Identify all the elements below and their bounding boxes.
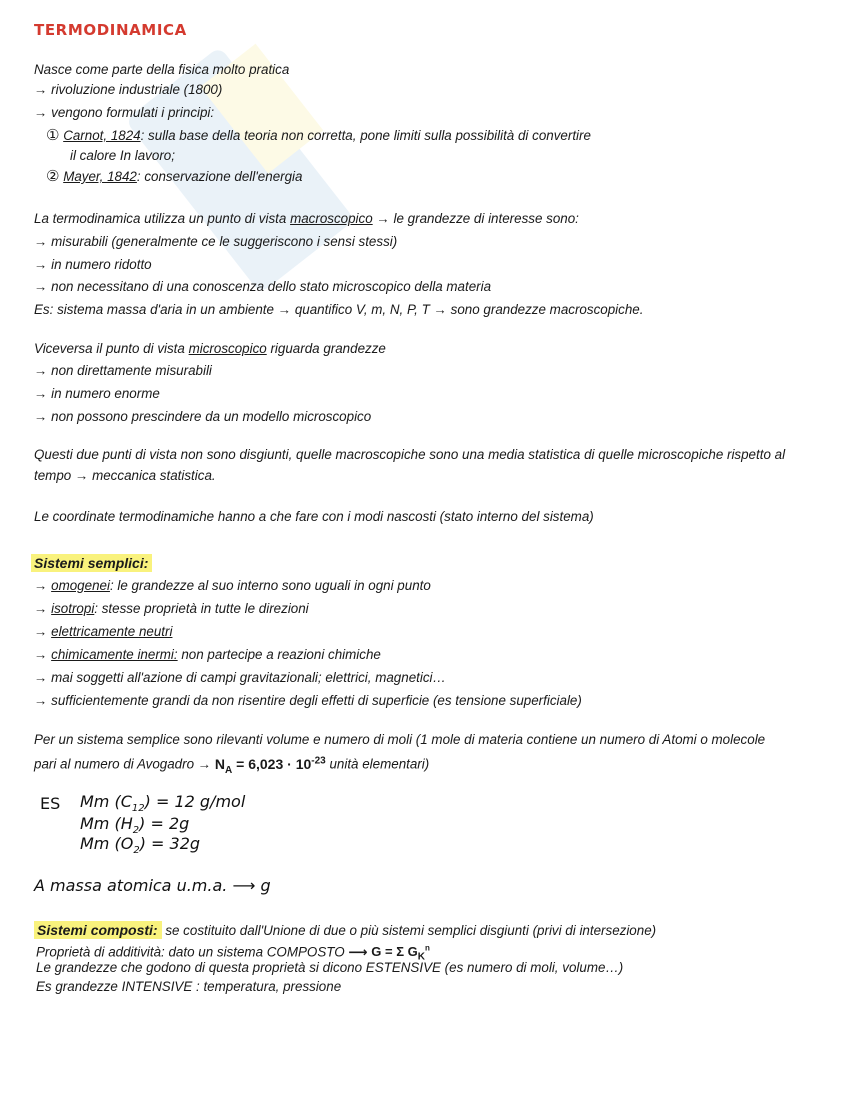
- arrow-icon: ⟶: [348, 944, 368, 960]
- arrow-icon: →: [34, 257, 48, 272]
- page-title: TERMODINAMICA: [34, 21, 187, 39]
- arrow-icon: →: [277, 302, 292, 317]
- micro-bullet: → in numero enorme: [34, 386, 160, 401]
- statistics-paragraph-cont: tempo → meccanica statistica.: [34, 468, 216, 483]
- semplici-item: → isotropi: stesse proprietà in tutte le direzioni: [34, 601, 309, 616]
- intro-line: Nasce come parte della fisica molto pratica: [34, 62, 290, 77]
- arrow-icon: →: [197, 756, 212, 772]
- intro-bullet: → vengono formulati i principi:: [34, 105, 215, 120]
- hand-es-label: ES: [40, 794, 61, 813]
- principle-item: ② Mayer, 1842: conservazione dell'energia: [46, 168, 303, 185]
- additivity-line: Proprietà di additività: dato un sistema COMPOSTO ⟶ G = Σ $G_K^n$: [36, 944, 430, 963]
- arrow-icon: →: [34, 363, 48, 378]
- micro-bullet: → non possono prescindere da un modello microscopico: [34, 409, 372, 424]
- macro-bullet: → in numero ridotto: [34, 257, 152, 272]
- principle-continuation: il calore In lavoro;: [70, 148, 175, 163]
- section-heading-semplici: Sistemi semplici:: [31, 554, 152, 573]
- macro-bullet: → misurabili (generalmente ce le suggeriscono i sensi stessi): [34, 234, 398, 249]
- semplici-item: → elettricamente neutri: [34, 624, 173, 639]
- semplici-item: → omogenei: le grandezze al suo interno sono uguali in ogni punto: [34, 578, 431, 593]
- arrow-icon: →: [74, 468, 89, 483]
- circled-number: ②: [46, 168, 60, 185]
- arrow-icon: →: [34, 105, 48, 120]
- micro-bullet: → non direttamente misurabili: [34, 363, 212, 378]
- macro-example: Es: sistema massa d'aria in un ambiente → quantifico V, m, N, P, T → sono grandezze macroscopiche.: [34, 302, 644, 317]
- semplici-item: → mai soggetti all'azione di campi gravitazionali; elettrici, magnetici…: [34, 670, 446, 685]
- additivity-formula: G = Σ $G_K^n$: [371, 944, 430, 963]
- intro-bullet: → rivoluzione industriale (1800): [34, 82, 223, 97]
- arrow-icon: →: [34, 386, 48, 401]
- section-composti: Sistemi composti: se costituito dall'Unione di due o più sistemi semplici disgiunti (privi di intersezione): [34, 921, 656, 940]
- intensive-line: Es grandezze INTENSIVE : temperatura, pressione: [36, 979, 342, 994]
- circled-number: ①: [46, 127, 60, 144]
- semplici-item: → sufficientemente grandi da non risentire degli effetti di superficie (es tensione superficiale): [34, 693, 582, 708]
- arrow-icon: →: [34, 578, 48, 593]
- arrow-icon: →: [34, 409, 48, 424]
- coordinates-paragraph: Le coordinate termodinamiche hanno a che fare con i modi nascosti (stato interno del sistema): [34, 509, 594, 524]
- avogadro-formula: $N_A = 6,023 \cdot 10^{-23}$: [214, 755, 326, 776]
- arrow-icon: →: [34, 601, 48, 616]
- arrow-icon: →: [34, 82, 48, 97]
- statistics-paragraph: Questi due punti di vista non sono disgiunti, quelle macroscopiche sono una media statistica di quelle microscopiche rispetto al: [34, 447, 786, 462]
- macro-bullet: → non necessitano di una conoscenza dello stato microscopico della materia: [34, 279, 492, 294]
- moli-paragraph: Per un sistema semplice sono rilevanti volume e numero di moli (1 mole di materia contiene un numero di Atomi o molecole: [34, 732, 766, 747]
- micro-intro: Viceversa il punto di vista microscopico riguarda grandezze: [34, 341, 386, 356]
- arrow-icon: →: [433, 302, 447, 317]
- arrow-icon: →: [34, 670, 48, 685]
- principle-item: ① Carnot, 1824: sulla base della teoria non corretta, pone limiti sulla possibilità di convertire: [46, 127, 591, 144]
- arrow-icon: →: [34, 279, 48, 294]
- hand-mm-row: Mm $(H_2) = 2g$: [80, 814, 190, 837]
- semplici-item: → chimicamente inermi: non partecipe a reazioni chimiche: [34, 647, 381, 662]
- estensive-line: Le grandezze che godono di questa proprietà si dicono ESTENSIVE (es numero di moli, volume…): [36, 960, 624, 975]
- arrow-icon: →: [34, 693, 48, 708]
- hand-mm-row: Mm $(C_{12}) = 12$ g/mol: [80, 792, 246, 815]
- macro-intro: La termodinamica utilizza un punto di vista macroscopico → le grandezze di interesse sono:: [34, 211, 579, 226]
- arrow-icon: →: [34, 234, 48, 249]
- hand-massa-atomica: A massa atomica u.m.a. ⟶ g: [34, 876, 271, 895]
- arrow-icon: →: [376, 211, 390, 226]
- arrow-icon: →: [34, 647, 48, 662]
- hand-mm-row: Mm $(O_2) = 32g$: [80, 834, 201, 857]
- arrow-icon: →: [34, 624, 48, 639]
- avogadro-line: pari al numero di Avogadro → $N_A = 6,023 \cdot 10^{-23}$ unità elementari): [34, 755, 430, 776]
